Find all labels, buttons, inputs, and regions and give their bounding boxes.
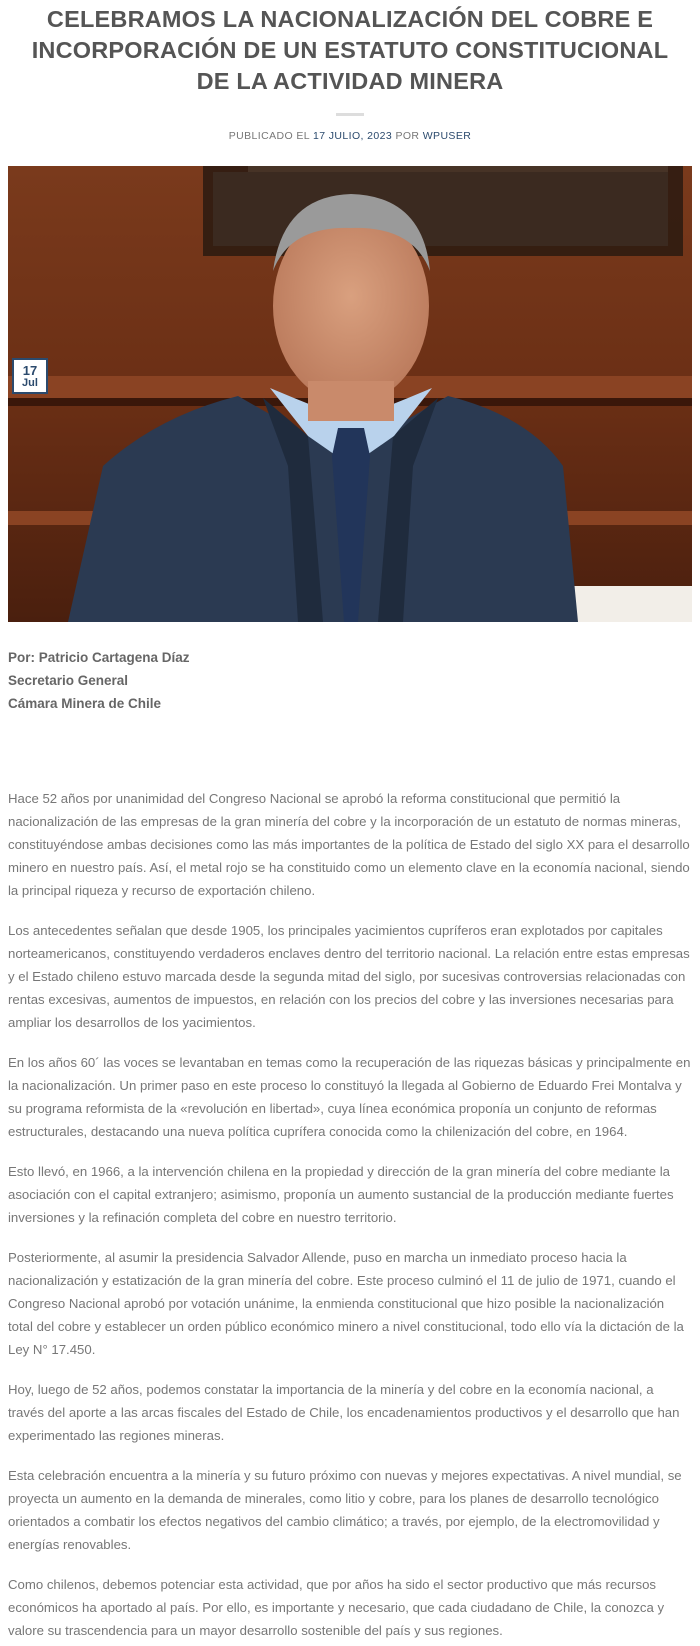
byline [8,646,692,715]
paragraph: En los años 60´ las voces se levantaban en temas como la recuperación de las riquezas básicas y principalmente en la nacionalización. Un primer paso en este proceso lo constituyó la llegada al Gobierno de Eduardo Frei Montalva y su programa reformista de la «revolución en libertad», cuya línea económica proponía un conjunto de reformas estructurales, destacando una nueva política cuprífera conocida como la chilenización del cobre, en 1964. [8,1055,691,1139]
byline-author: Por: Patricio Cartagena Díaz [8,650,190,665]
date-badge-day: 17 [22,363,38,378]
title-divider [336,113,364,116]
byline-organization: Cámara Minera de Chile [8,696,162,711]
author-link[interactable]: WPUSER [422,130,472,142]
paragraph: Como chilenos, debemos potenciar esta actividad, que por años ha sido el sector productivo que más recursos económicos ha aportado al país. Por ello, es importante y necesario, que cada ciudadano de Chile, la conozca y valore su trascendencia para un mayor desarrollo sostenible del país y sus regiones. [8,1577,665,1638]
date-badge [12,358,48,394]
byline-role: Secretario General [8,673,129,688]
article-body [8,787,692,1642]
by-prefix: POR [395,130,420,142]
paragraph: Esta celebración encuentra a la minería y su futuro próximo con nuevas y mejores expectativas. A nivel mundial, se proyecta un aumento en la demanda de minerales, como litio y cobre, para los planes de desarrollo tecnológico orientados a combatir los efectos negativos del cambio climático; a través, por ejemplo, de la electromovilidad y energías renovables. [8,1468,682,1552]
post-date-link[interactable]: 17 JULIO, 2023 [312,130,393,142]
paragraph: Los antecedentes señalan que desde 1905, los principales yacimientos cupríferos eran explotados por capitales norteamericanos, constituyendo verdaderos enclaves dentro del territorio nacional. La relación entre estas empresas y el Estado chileno estuvo marcada desde la segunda mitad del siglo, por sucesivas controversias relacionadas con rentas excesivas, aumentos de impuestos, en relación con los precios del cobre y las inversiones necesarias para ampliar los desarrollos de los yacimientos. [8,923,690,1030]
paragraph: Posteriormente, al asumir la presidencia Salvador Allende, puso en marcha un inmediato proceso hacia la nacionalización y estatización de la gran minería del cobre. Este proceso culminó el 11 de julio de 1971, cuando el Congreso Nacional aprobó por votación unánime, la enmienda constitucional que hizo posible la nacionalización total del cobre y establecer un orden público económico minero a nivel constitucional, todo ello vía la dictación de la Ley N° 17.450. [8,1250,684,1357]
date-badge-month: Jul [22,377,38,389]
paragraph: Esto llevó, en 1966, a la intervención chilena en la propiedad y dirección de la gran minería del cobre mediante la asociación con el capital extranjero; asimismo, proponía un aumento sustancial de la producción mediante fuertes inversiones y la refinación completa del cobre en nuestro territorio. [8,1164,674,1225]
featured-image [8,166,692,622]
paragraph: Hoy, luego de 52 años, podemos constatar la importancia de la minería y del cobre en la economía nacional, a través del aporte a las arcas fiscales del Estado de Chile, los encadenamientos productivos y el desarrollo que han experimentado las regiones mineras. [8,1382,680,1443]
portrait-photo [8,166,692,622]
post-meta [0,130,700,142]
published-prefix: PUBLICADO EL [228,130,310,142]
paragraph: Hace 52 años por unanimidad del Congreso Nacional se aprobó la reforma constitucional que permitió la nacionalización de las empresas de la gran minería del cobre y la incorporación de un estatuto de normas mineras, constituyéndose ambas decisiones como las más importantes de la política de Estado del siglo XX para el desarrollo minero en nuestro país. Así, el metal rojo se ha constituido como un elemento clave en la economía nacional, siendo la principal riqueza y recurso de exportación chileno. [8,791,690,898]
article-title: CELEBRAMOS LA NACIONALIZACIÓN DEL COBRE E INCORPORACIÓN DE UN ESTATUTO CONSTITUCIONAL DE LA ACTIVIDAD MINERA [31,6,669,94]
